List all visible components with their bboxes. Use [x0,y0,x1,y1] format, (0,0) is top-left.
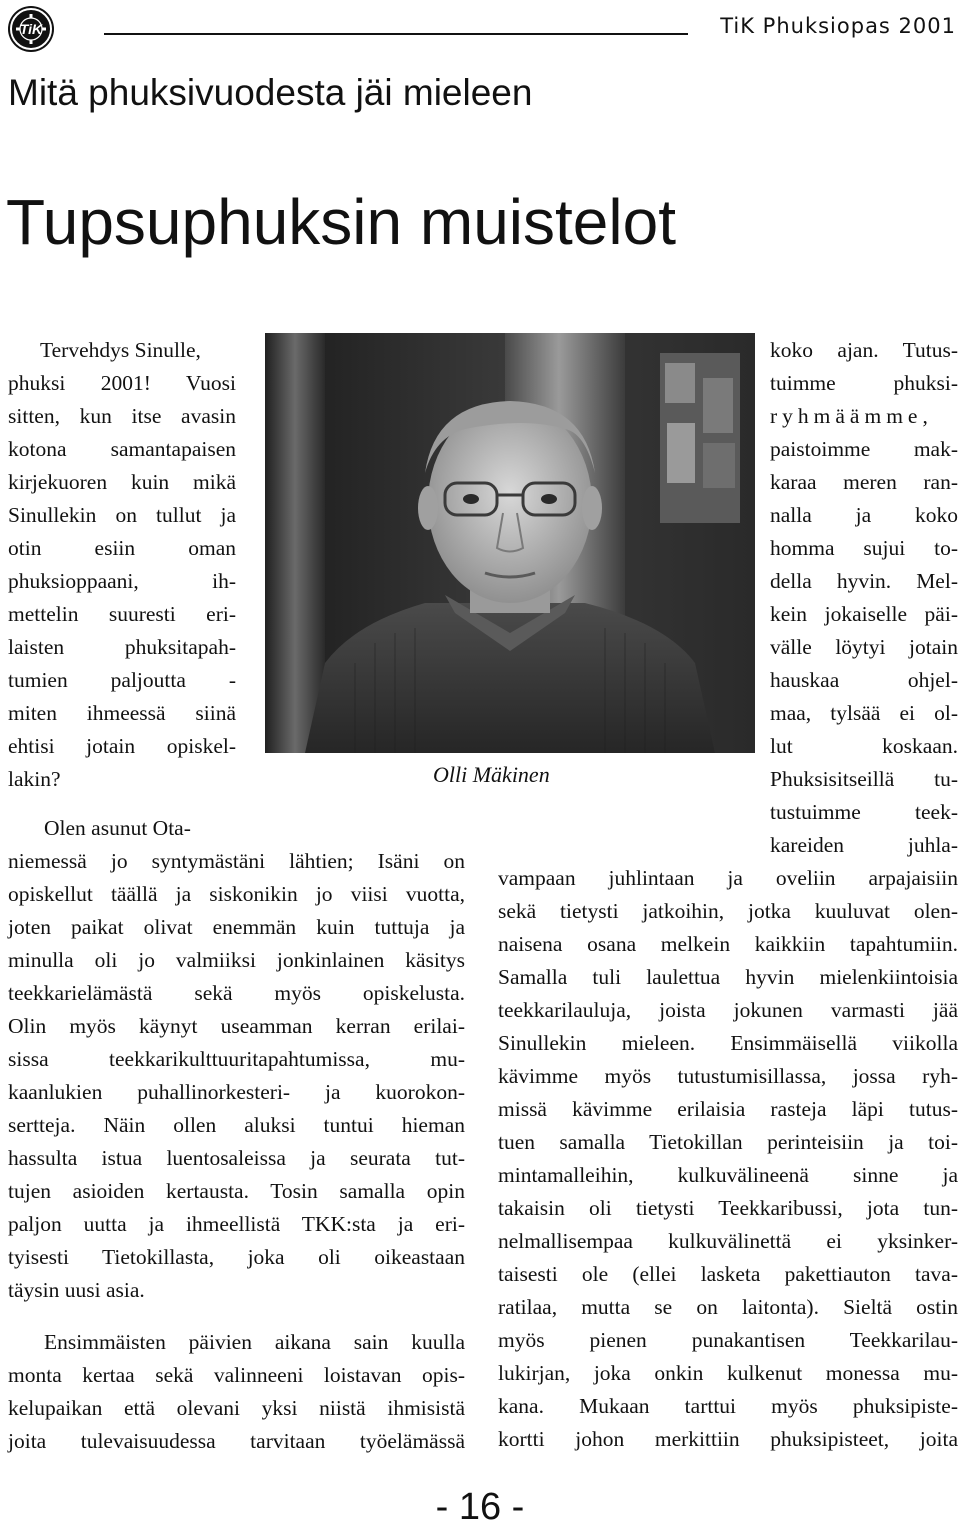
text-line: teekkarilauluja, joista jokunen varmasti jää [498,998,958,1022]
text-line: joten paikat olivat enemmän kuin tuttuja ja [8,915,465,939]
text-line: homma sujui to- [770,536,958,560]
intro-paragraph [8,334,236,796]
text-line: Olen asunut Ota- [44,816,191,840]
section-title: Mitä phuksivuodesta jäi mieleen [8,72,533,113]
text-line: lakin? [8,767,61,791]
text-line: Olin myös käynyt useamman kerran erilai- [8,1014,465,1038]
right-column-bottom [498,862,958,1456]
text-line: nalla ja koko [770,503,958,527]
text-line: kotona samantapaisen [8,437,236,461]
text-line: tujen asioiden kertausta. Tosin samalla opin [8,1179,465,1203]
text-line: myös pienen punakantisen Teekkarilau- [498,1328,958,1352]
header-rule [104,33,688,35]
text-line: hauskaa ohjel- [770,668,958,692]
text-line: niemessä jo syntymästäni lähtien; Isäni on [8,849,465,873]
text-line: della hyvin. Mel- [770,569,958,593]
text-line: tustuimme teek- [770,800,958,824]
text-line: Tervehdys Sinulle, [40,338,201,362]
text-line: ryhmäämme, [770,404,933,428]
text-line: lukirjan, joka onkin kulkenut monessa mu- [498,1361,958,1385]
text-line: tyisesti Tietokillasta, joka oli oikeastaan [8,1245,465,1269]
publication-title: TiK Phuksiopas 2001 [720,14,956,38]
text-line: karaa meren ran- [770,470,958,494]
text-line: miten ihmeessä siinä [8,701,236,725]
right-column-top [770,334,958,862]
tik-logo [6,4,56,54]
text-line: teekkarielämästä sekä myös opiskelusta. [8,981,465,1005]
text-line: täysin uusi asia. [8,1278,145,1302]
text-line: vampaan juhlintaan ja oveliin arpajaisiin [498,866,958,890]
text-line: takaisin oli tietysti Teekkaribussi, jota tun- [498,1196,958,1220]
text-line: maa, tylsää ei ol- [770,701,958,725]
text-line: naisena osana melkein kaikkiin tapahtumiin. [498,932,958,956]
text-line: Phuksisitseillä tu- [770,767,958,791]
text-line: sertteja. Näin ollen aluksi tuntui hieman [8,1113,465,1137]
text-line: otin esiin oman [8,536,236,560]
text-line: missä kävimme erilaisia rasteja läpi tutus- [498,1097,958,1121]
text-line: välle löytyi jotain [770,635,958,659]
logo-text: TiK [19,21,43,37]
text-line: kana. Mukaan tarttui myös phuksipiste- [498,1394,958,1418]
text-line: kävimme myös tutustumisillassa, jossa ryh- [498,1064,958,1088]
text-line: paistoimme mak- [770,437,958,461]
text-line: tuimme phuksi- [770,371,958,395]
text-line: phuksioppaani, ih- [8,569,236,593]
text-line: phuksi 2001! Vuosi [8,371,236,395]
text-line: kelupaikan että olevani yksi niistä ihmisistä [8,1396,465,1420]
text-line: opiskellut täällä ja siskonikin jo viisi vuotta, [8,882,465,906]
text-line: Sinullekin on tullut ja [8,503,236,527]
portrait-photo [265,333,755,753]
photo-caption: Olli Mäkinen [433,762,550,787]
text-line: kortti johon merkittiin phuksipisteet, joita [498,1427,958,1451]
text-line: Ensimmäisten päivien aikana sain kuulla [44,1330,465,1354]
text-line: paljon uutta ja ihmeellistä TKK:sta ja eri- [8,1212,465,1236]
text-line: mintamalleihin, kulkuvälineenä sinne ja [498,1163,958,1187]
text-line: kareiden juhla- [770,833,958,857]
text-line: ratilaa, mutta se on laitonta). Sieltä ostin [498,1295,958,1319]
text-line: taisesti ole (ellei lasketa pakettiauton tava- [498,1262,958,1286]
text-line: ehtisi jotain opiskel- [8,734,236,758]
text-line: monta kertaa sekä valinneeni loistavan opis- [8,1363,465,1387]
text-line: sekä tietysti jatkoihin, jotka kuuluvat olen- [498,899,958,923]
text-line: sissa teekkarikulttuuritapahtumissa, mu- [8,1047,465,1071]
text-line: sitten, kun itse avasin [8,404,236,428]
text-line: kaanlukien puhallinorkesteri- ja kuorokon- [8,1080,465,1104]
text-line: Samalla tuli laulettua hyvin mielenkiintoisia [498,965,958,989]
text-line: nelmallisempaa kulkuvälinettä ei yksinker- [498,1229,958,1253]
text-line: laisten phuksitapah- [8,635,236,659]
text-line: koko ajan. Tutus- [770,338,958,362]
paragraph-otaniemi [8,812,465,1307]
page-number: - 16 - [435,1486,525,1528]
text-line: hassulta istua luentosaleissa ja seurata tut- [8,1146,465,1170]
text-line: mettelin suuresti eri- [8,602,236,626]
paragraph-first-days [8,1326,465,1458]
text-line: minulla oli jo valmiiksi jonkinlainen käsitys [8,948,465,972]
text-line: kirjekuoren kuin mikä [8,470,236,494]
article-title: Tupsuphuksin muistelot [6,186,676,258]
text-line: tuen samalla Tietokillan perinteisiin ja toi- [498,1130,958,1154]
text-line: joita tulevaisuudessa tarvitaan työelämässä [8,1429,465,1453]
text-line: Sinullekin mieleen. Ensimmäisellä viikolla [498,1031,958,1055]
text-line: kein jokaiselle päi- [770,602,958,626]
text-line: tumien paljoutta - [8,668,236,692]
text-line: lut koskaan. [770,734,958,758]
